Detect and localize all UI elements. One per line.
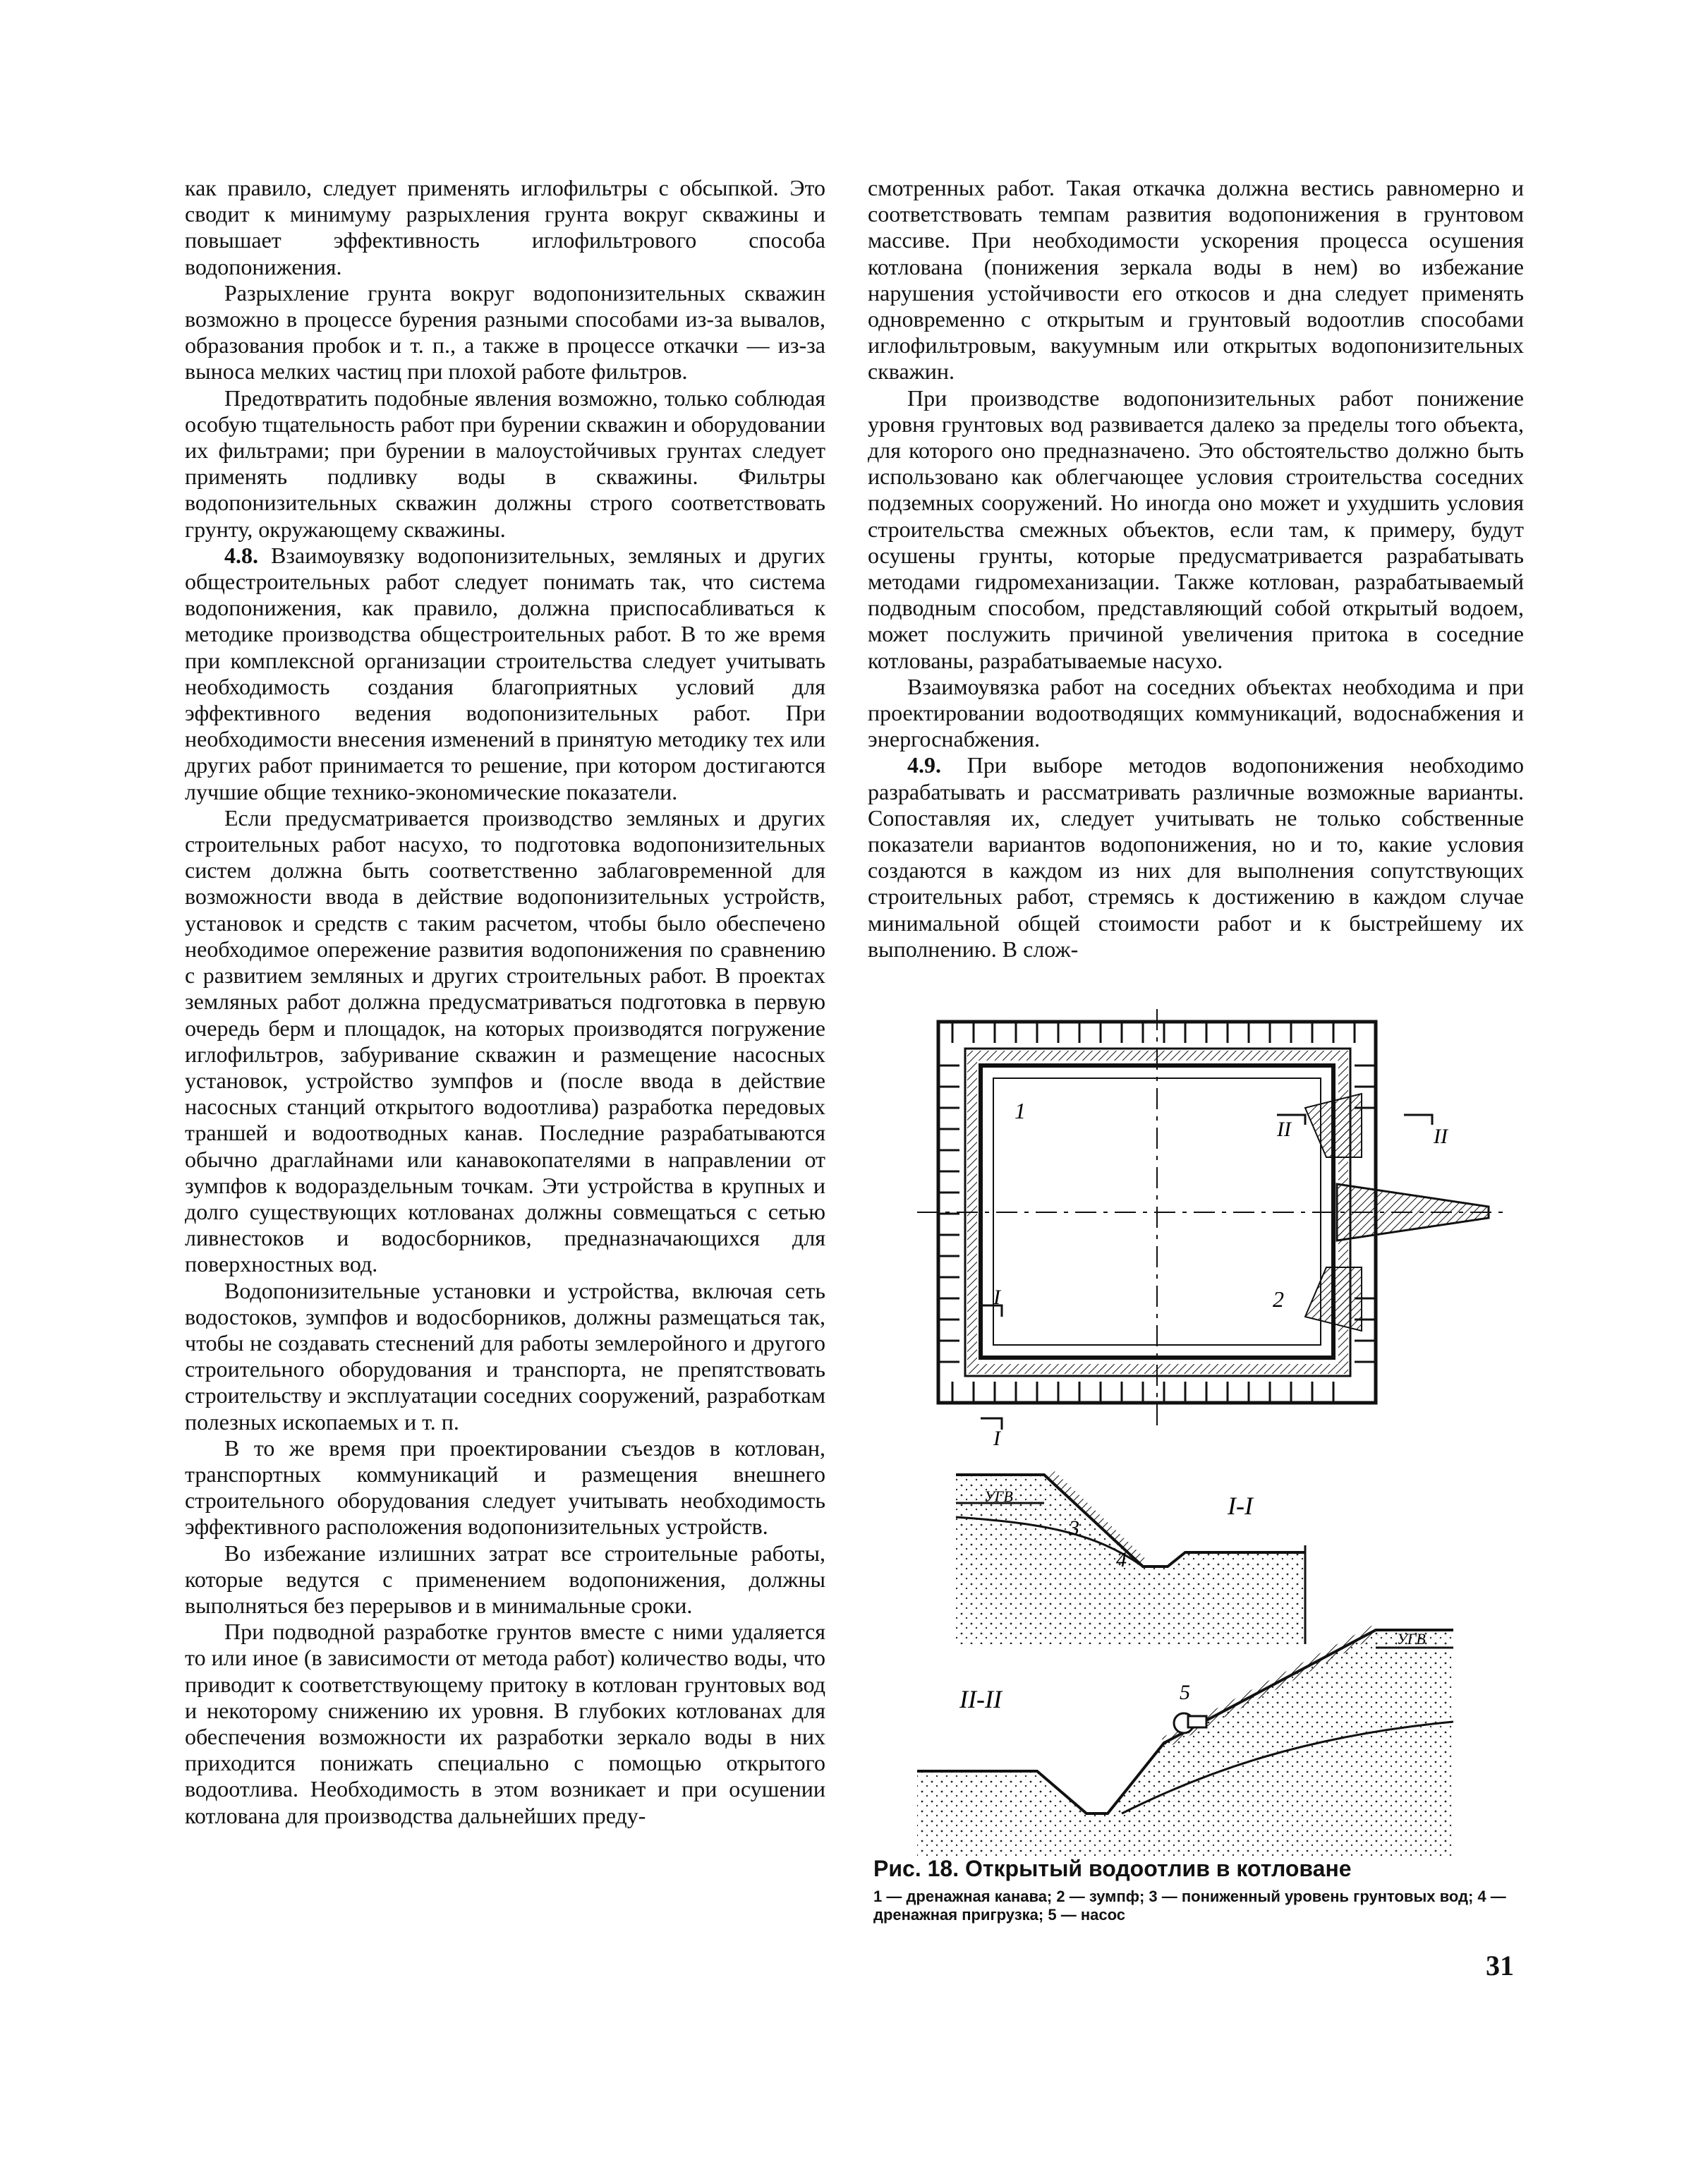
paragraph [185, 175, 825, 280]
paragraph [868, 752, 1524, 962]
label-5: 5 [1180, 1681, 1190, 1704]
label-1: 1 [1014, 1098, 1026, 1123]
paragraph-text: смотренных работ. Такая откачка должна вестись равномерно и соответствовать темпам развития водопонижения в грунтовом массиве. При необходимости ускорения процесса осушения котлована (понижения зеркала воды в нем) во избежание нарушения устойчивости его откосов и дна следует применять одновременно с открытым и грунтовый водоотлив способами иглофильтровым, вакуумным или открытых водопонизительных скважин. [868, 175, 1524, 385]
paragraph [185, 805, 825, 1278]
paragraph [868, 175, 1524, 385]
paragraph-text: как правило, следует применять иглофильтры с обсыпкой. Это сводит к минимуму разрыхления грунта вокруг скважины и повышает эффективность иглофильтрового способа водопонижения. [185, 175, 825, 279]
paragraph [185, 385, 825, 543]
label-section-1-title: I-I [1228, 1492, 1253, 1520]
plan-view [917, 1009, 1503, 1432]
page-number: 31 [1486, 1950, 1514, 1981]
paragraph-text: Предотвратить подобные явления возможно, только соблюдая особую тщательность работ при бурении скважин и оборудовании их фильтрами; при бурении в малоустойчивых грунтах следует применять подливку воды в скважины. Фильтры водопонизительных скважин должны строго соответствовать грунту, окружающему скважины. [185, 385, 825, 542]
paragraph-text: Если предусматривается производство земляных и других строительных работ насухо, то подготовка водопонизительных систем должна быть соответственно заблаговременной для возможности ввода в действие водопонизительных устройств, установок и средств с таким расчетом, чтобы было обеспечено необходимое опережение развития водопонижения по сравнению с развитием земляных и других строительных работ. В проектах земляных работ должна предусматриваться подготовка в первую очередь берм и площадок, на которых производятся погружение иглофильтров, забуривание скважин и размещение насосных установок, устройство зумпфов и (после ввода в действие насосных станций открытого водоотлива) разработка передовых траншей и водоотводных канав. Последние разрабатываются обычно драглайнами или канавокопателями в направлении от зумпфов к водораздельным точкам. Эти устройства в крупных и долго существующих котлованах должны совмещаться с сетью ливнестоков и водосборников, предназначающихся для поверхностных вод. [185, 804, 825, 1277]
paragraph [185, 280, 825, 385]
section-2-2 [917, 1630, 1453, 1856]
label-3: 3 [1069, 1516, 1079, 1540]
label-2: 2 [1273, 1286, 1284, 1312]
paragraph-text: Взаимоувязка работ на соседних объектах необходима и при проектировании водоотводящих коммуникаций, водоснабжения и энергоснабжения. [868, 673, 1524, 752]
paragraph-text: В то же время при проектировании съездов в котлован, транспортных коммуникаций и размещения внешнего строительного оборудования следует учитывать необходимость эффективного расположения водопонизительных устройств. [185, 1435, 825, 1540]
paragraph [868, 385, 1524, 674]
label-ugv-1: УГВ [984, 1487, 1013, 1505]
figure-18 [910, 1009, 1524, 1884]
paragraph-text: Водопонизительные установки и устройства, включая сеть водостоков, зумпфов и водосборников, должны размещаться так, чтобы не создавать стеснений для работы землеройного и другого строительного оборудования и транспорта, не препятствовать строительству и эксплуатации соседних сооружений, разработкам полезных ископаемых и т. п. [185, 1277, 825, 1435]
label-4: 4 [1116, 1548, 1127, 1571]
label-section-2-title: II-II [959, 1685, 1002, 1713]
paragraph-text: Взаимоувязку водопонизительных, земляных и других общестроительных работ следует понимать так, что система водопонижения, как правило, должна приспосабливаться к методике производства общестроительных работ. В то же время при комплексной организации строительства следует учитывать необходимость создания благоприятных условий для эффективного ведения водопонизительных работ. При необходимости внесения изменений в принятую методику тех или других работ принимается то решение, при котором достигаются лучшие общие технико-экономические показатели. [185, 542, 825, 804]
paragraph [185, 543, 825, 805]
paragraph-text: При подводной разработке грунтов вместе с ними удаляется то или иное (в зависимости от метода работ) количество воды, что приводит к соответствующему притоку в котлован грунтовых вод и некоторому снижению их уровня. В глубоких котлованах для обеспечения возможности их разработки зеркало воды в них приходится понижать специально с помощью открытого водоотлива. Необходимость в этом возникает и при осушении котлована для производства дальнейших преду- [185, 1619, 825, 1828]
paragraph [185, 1278, 825, 1435]
paragraph [185, 1540, 825, 1619]
figure-caption-title: Рис. 18. Открытый водоотлив в котловане [873, 1856, 1352, 1881]
paragraph [185, 1619, 825, 1829]
figure-caption [873, 1856, 1522, 1924]
label-section-2-right: II [1434, 1125, 1448, 1148]
paragraph-text: Во избежание излишних затрат все строительные работы, которые ведутся с применением водопонижения, должны выполняться без перерывов и в минимальные сроки. [185, 1540, 825, 1618]
label-section-1-bottom: I [993, 1427, 1000, 1450]
paragraph-text: Разрыхление грунта вокруг водопонизительных скважин возможно в процессе бурения разными способами из-за вывалов, образования пробок и т. п., а также в процессе откачки — из-за выноса мелких частиц при плохой работе фильтров. [185, 279, 825, 385]
label-ugv-2: УГВ [1397, 1630, 1426, 1648]
section-number: 4.8. [224, 542, 258, 568]
paragraph-text: При производстве водопонизительных работ понижение уровня грунтовых вод развивается далеко за пределы того объекта, для которого оно предназначено. Это обстоятельство должно быть использовано как облегчающее условия строительства соседних подземных сооружений. Но иногда оно может и ухудшить условия строительства смежных объектов, если там, к примеру, будут осушены грунты, которые предусматривается разрабатывать методами гидромеханизации. Также котлован, разрабатываемый подводным способом, представляющий собой открытый водоем, может послужить причиной увеличения притока в соседние котлованы, разрабатываемые насухо. [868, 385, 1524, 673]
paragraph-text: При выборе методов водопонижения необходимо разрабатывать и рассматривать различные возможные варианты. Сопоставляя их, следует учитывать не только собственные показатели вариантов водопонижения, но и то, какие условия создаются в каждом из них для выполнения сопутствующих строительных работ, стремясь к достижению в каждом случае минимальной общей стоимости работ и к быстрейшему их выполнению. В слож- [868, 752, 1524, 962]
figure-caption-legend: 1 — дренажная канава; 2 — зумпф; 3 — пониженный уровень грунтовых вод; 4 — дренажная пригрузка; 5 — насос [873, 1888, 1506, 1924]
paragraph [868, 674, 1524, 753]
figure-drawing [910, 1009, 1524, 1884]
label-section-2-mid: II [1277, 1118, 1291, 1141]
section-number: 4.9. [907, 752, 941, 778]
label-section-1-top: I [993, 1286, 1000, 1309]
right-text-column [868, 175, 1524, 962]
paragraph [185, 1435, 825, 1540]
left-text-column [185, 175, 825, 1829]
